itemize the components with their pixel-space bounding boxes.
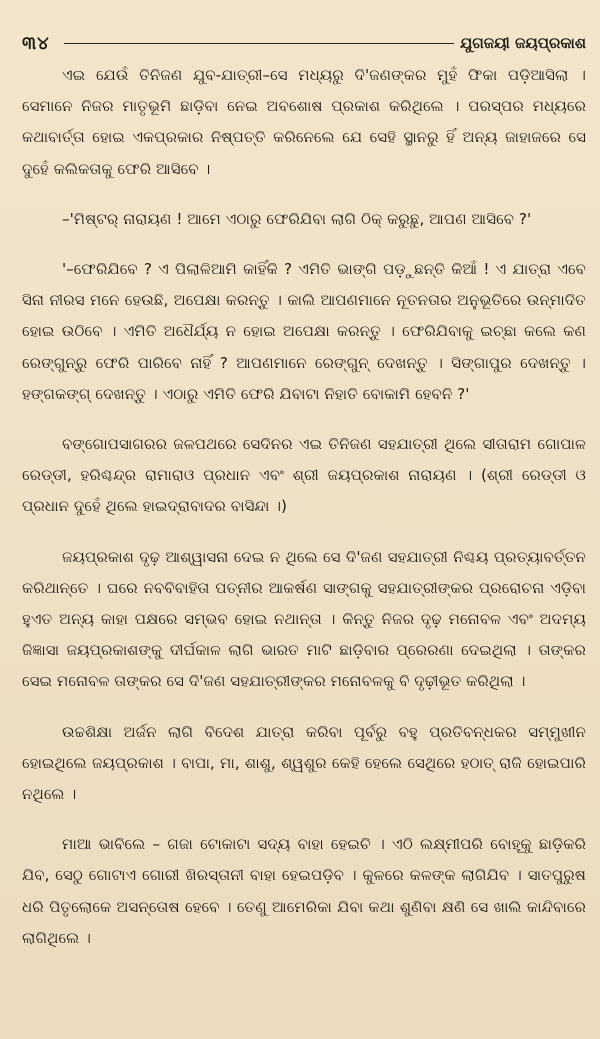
paragraph: –'ମିଷ୍ଟର୍ ନାରାୟଣ ! ଆମେ ଏଠାରୁ ଫେରିଯିବା ଲାଗି ଠିକ୍ କରୁଛୁ, ଆପଣ ଆସିବେ ?' (62, 209, 532, 228)
paragraph: ଜୟପ୍ରକାଶ ଦୃଢ଼ ଆଶ୍ୱାସନା ଦେଇ ନ ଥିଲେ ସେ ଦି'ଜଣ ସହଯାତ୍ରୀ ନିଶ୍ଚୟ ପ୍ରତ୍ୟାବର୍ତ୍ତନ କରିଥାନ୍ତେ । ଘରେ ନବବିବାହିତା ପତ୍ନୀର ଆକର୍ଷଣ ସାଙ୍ଗକୁ ସହଯାତ୍ରୀଙ୍କର ପ୍ରରୋଚନା ଏଡ଼ିବା ହୁଏତ ଅନ୍ୟ କାହା ପକ୍ଷରେ ସମ୍ଭବ ହୋଇ ନଥାନ୍ତା । କିନ୍ତୁ ନିଜର ଦୃଢ଼ ମନୋବଳ ଏବଂ ଅଦମ୍ୟ ଜିଜ୍ଞାସା ଜୟପ୍ରକାଶଙ୍କୁ ଦୀର୍ଘକାଳ ଲାଗି ଭାରତ ମାଟି ଛାଡ଼ିବାର ପ୍ରେରଣା ଦେଇଥିଲା । ତାଙ୍କର ସେଇ ମନୋବଳ ତାଙ୍କର ସେ ଦି'ଜଣ ସହଯାତ୍ରୀଙ୍କର ମନୋବଳକୁ ବି ଦୃଢ଼ୀଭୂତ କରିଥିଲା । (22, 547, 586, 691)
running-title: ଯୁଗଜୟୀ ଜୟପ୍ରକାଶ (460, 34, 586, 52)
paragraph: ମାଆ ଭାବିଲେ – ଗଜା ଟୋକାଟା ସଦ୍ୟ ବାହା ହେଇଚି । ଏଠି ଲକ୍ଷ୍ମୀପରି ବୋହୂକୁ ଛାଡ଼ିକରି ଯିବ, ସେଠୁ ଗୋଟାଏ ଗୋରୀ ଖିରସ୍ତାନୀ ବାହା ହେଇପଡ଼ିବ । କୁଳରେ କଳଙ୍କ ଲାଗିଯିବ । ସାତପୁରୁଷ ଧରି ପିତୃଲୋକେ ଅସନ୍ତୋଷ ହେବେ । ତେଣୁ ଆମେରିକା ଯିବା କଥା ଶୁଣିବା କ୍ଷଣି ସେ ଖାଲି କାନ୍ଦିବାରେ ଲାଗିଥିଲେ । (22, 835, 586, 947)
paragraph: ଉଚ୍ଚଶିକ୍ଷା ଅର୍ଜନ ଲାଗି ବିଦେଶ ଯାତ୍ରା କରିବା ପୂର୍ବରୁ ବହୁ ପ୍ରତିବନ୍ଧକର ସମ୍ମୁଖୀନ ହୋଇଥିଲେ ଜୟପ୍ରକାଶ । ବାପା, ମା, ଶାଶୁ, ଶ୍ୱଶୁର କେହି ହେଲେ ସେଥିରେ ହଠାତ୍ ରାଜି ହୋଇପାରି ନଥିଲେ । (22, 722, 586, 804)
page-number: ୩୪ (22, 32, 50, 54)
paragraph: ବଙ୍ଗୋପସାଗରର ଜଳପଥରେ ସେଦିନର ଏଇ ତିନିଜଣ ସହଯାତ୍ରୀ ଥିଲେ ସୀତାରାମ ଗୋପାଳ ରେଡ୍ଡୀ, ହରିଶ୍ଚନ୍ଦ୍ର ରାମାରାଓ ପ୍ରଧାନ ଏବଂ ଶ୍ରୀ ଜୟପ୍ରକାଶ ନାରାୟଣ । (ଶ୍ରୀ ରେଡ୍ଡୀ ଓ ପ୍ରଧାନ ଦୁହେଁ ଥିଲେ ହାଇଦ୍ରାବାଦର ବାସିନ୍ଦା ।) (22, 435, 586, 516)
paragraph: ଏଇ ଯେଉଁ ତିନିଜଣ ଯୁବ-ଯାତ୍ରୀ–ସେ ମଧ୍ୟରୁ ଦି'ଜଣଙ୍କର ମୁହଁ ଫିକା ପଡ଼ିଆସିଲା । ସେମାନେ ନିଜର ମାତୃଭୂମି ଛାଡ଼ିବା ନେଇ ଅବଶୋଷ ପ୍ରକାଶ କରିଥିଲେ । ପରସ୍ପର ମଧ୍ୟରେ କଥାବାର୍ତ୍ତା ହୋଇ ଏକପ୍ରକାର ନିଷ୍ପତ୍ତି କରିନେଲେ ଯେ ସେହି ସ୍ଥାନରୁ ହିଁ ଅନ୍ୟ ଜାହାଜରେ ସେ ଦୁହେଁ କଲିକତାକୁ ଫେରି ଆସିବେ । (22, 66, 586, 178)
header-rule (64, 43, 454, 44)
page-body (22, 60, 586, 973)
page-header (22, 30, 586, 56)
paragraph: '–ଫେରିଯିବେ ? ଏ ପିଲାଳିଆମି କାହିଁକି ? ଏମିତି ଭାଙ୍ଗି ପଡ଼ୁଛନ୍ତି କିଆଁ ! ଏ ଯାତ୍ରା ଏବେ ସିନା ନୀରସ ମନେ ହେଉଛି, ଅପେକ୍ଷା କରନ୍ତୁ । କାଲି ଆପଣମାନେ ନୂତନତାର ଅନୁଭୂତିରେ ଉନ୍ମାଦିତ ହୋଇ ଉଠିବେ । ଏମିତି ଅଧୈର୍ଯ୍ୟ ନ ହୋଇ ଅପେକ୍ଷା କରନ୍ତୁ । ଫେରିଯିବାକୁ ଇଚ୍ଛା କଲେ କଣ ରେଙ୍ଗୁନ୍‌ରୁ ଫେରି ପାରିବେ ନାହିଁ ? ଆପଣମାନେ ରେଙ୍ଗୁନ୍ ଦେଖନ୍ତୁ । ସିଙ୍ଗାପୁର ଦେଖନ୍ତୁ । ହଙ୍ଗକଙ୍ଗ୍ ଦେଖନ୍ତୁ । ଏଠାରୁ ଏମିତି ଫେରି ଯିବାଟା ନିହାତି ବୋକାମି ହେବନି ?' (22, 260, 586, 403)
